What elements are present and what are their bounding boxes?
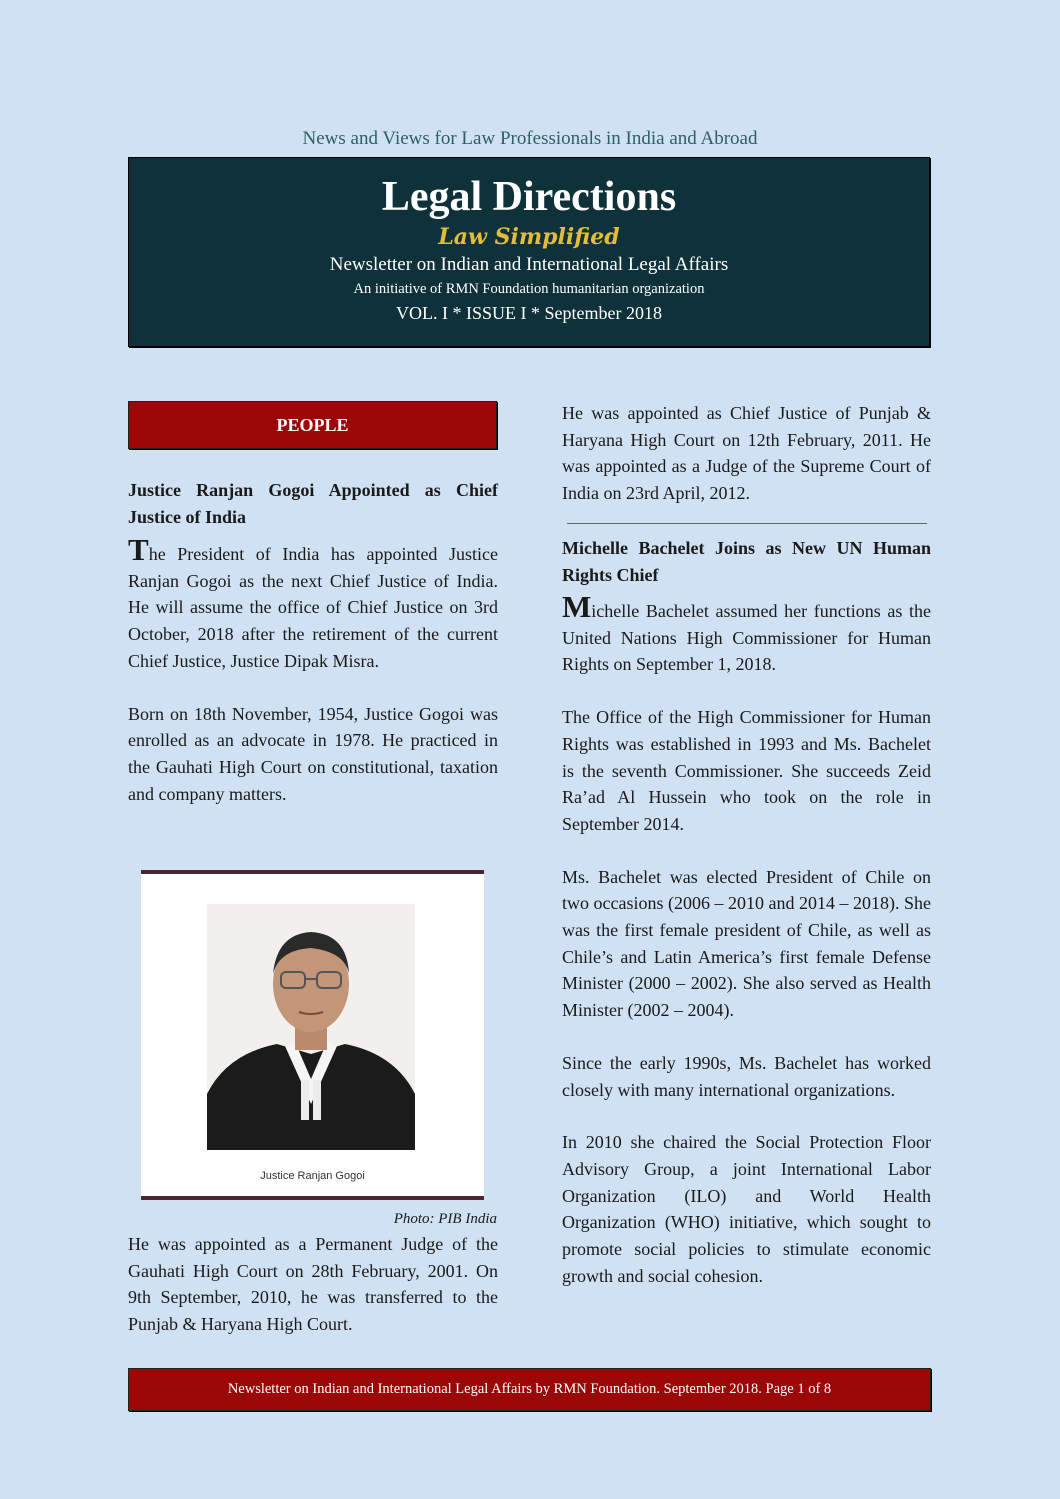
volume-line: VOL. I * ISSUE I * September 2018 xyxy=(396,303,662,323)
article-gogoi-bottom xyxy=(128,1231,498,1338)
section-label-people: PEOPLE xyxy=(128,401,497,449)
article-paragraph: Since the early 1990s, Ms. Bachelet has worked closely with many international organizations. xyxy=(562,1052,931,1100)
page-footer: Newsletter on Indian and International Legal Affairs by RMN Foundation. September 2018. Page 1 of 8 xyxy=(128,1368,931,1411)
photo-frame xyxy=(141,870,484,1200)
photo-caption: Justice Ranjan Gogoi xyxy=(260,1170,365,1182)
article-gogoi-top xyxy=(128,477,498,807)
newsletter-title: Legal Directions xyxy=(381,174,677,220)
masthead xyxy=(128,157,930,347)
newsletter-slogan: Law Simplified xyxy=(438,224,620,250)
article-paragraph: The President of India has appointed Justice Ranjan Gogoi as the next Chief Justice of India. He will assume the office of Chief Justice on 3rd October, 2018 after the retirement of the current Chief Justice, Justice Dipak Misra. xyxy=(128,532,498,671)
drop-cap: T xyxy=(128,532,149,567)
article-gogoi-continued xyxy=(562,400,931,507)
article-paragraph: Ms. Bachelet was elected President of Chile on two occasions (2006 – 2010 and 2014 – 2018). She was the first female president of Chile, as well as Chile’s and Latin America’s first female Defense Minister (2000 – 2002). She also served as Health Minister (2002 – 2004). xyxy=(562,866,931,1021)
article-paragraph: Michelle Bachelet assumed her functions as the United Nations High Commissioner for Human Rights on September 1, 2018. xyxy=(562,589,931,675)
drop-cap: M xyxy=(562,589,592,624)
photo-credit: Photo: PIB India xyxy=(393,1211,497,1227)
initiative-line: An initiative of RMN Foundation humanitarian organization xyxy=(353,281,705,297)
article-paragraph: The Office of the High Commissioner for Human Rights was established in 1993 and Ms. Bachelet is the seventh Commissioner. She succeeds Zeid Ra’ad Al Hussein who took on the role in September 2014. xyxy=(562,707,931,834)
newsletter-subtitle: Newsletter on Indian and International Legal Affairs xyxy=(329,254,729,275)
article-paragraph: In 2010 she chaired the Social Protection Floor Advisory Group, a joint International Labor Organization (ILO) and World Health Organization (WHO) initiative, which sought to promote social policies to stimulate economic growth and social cohesion. xyxy=(562,1132,931,1286)
article-bachelet xyxy=(562,535,931,1289)
tagline: News and Views for Law Professionals in India and Abroad xyxy=(302,128,758,149)
article-divider xyxy=(567,523,927,524)
article-headline: Michelle Bachelet Joins as New UN Human Rights Chief xyxy=(562,538,931,585)
article-paragraph: Born on 18th November, 1954, Justice Gogoi was enrolled as an advocate in 1978. He practiced in the Gauhati High Court on constitutional, taxation and company matters. xyxy=(128,703,498,804)
article-paragraph: He was appointed as a Permanent Judge of the Gauhati High Court on 28th February, 2001. On 9th September, 2010, he was transferred to the Punjab & Haryana High Court. xyxy=(128,1234,498,1335)
portrait-photo xyxy=(207,904,415,1150)
article-paragraph: He was appointed as Chief Justice of Punjab & Haryana High Court on 12th February, 2011. He was appointed as a Judge of the Supreme Court of India on 23rd April, 2012. xyxy=(562,403,931,504)
article-headline: Justice Ranjan Gogoi Appointed as Chief Justice of India xyxy=(128,480,498,527)
